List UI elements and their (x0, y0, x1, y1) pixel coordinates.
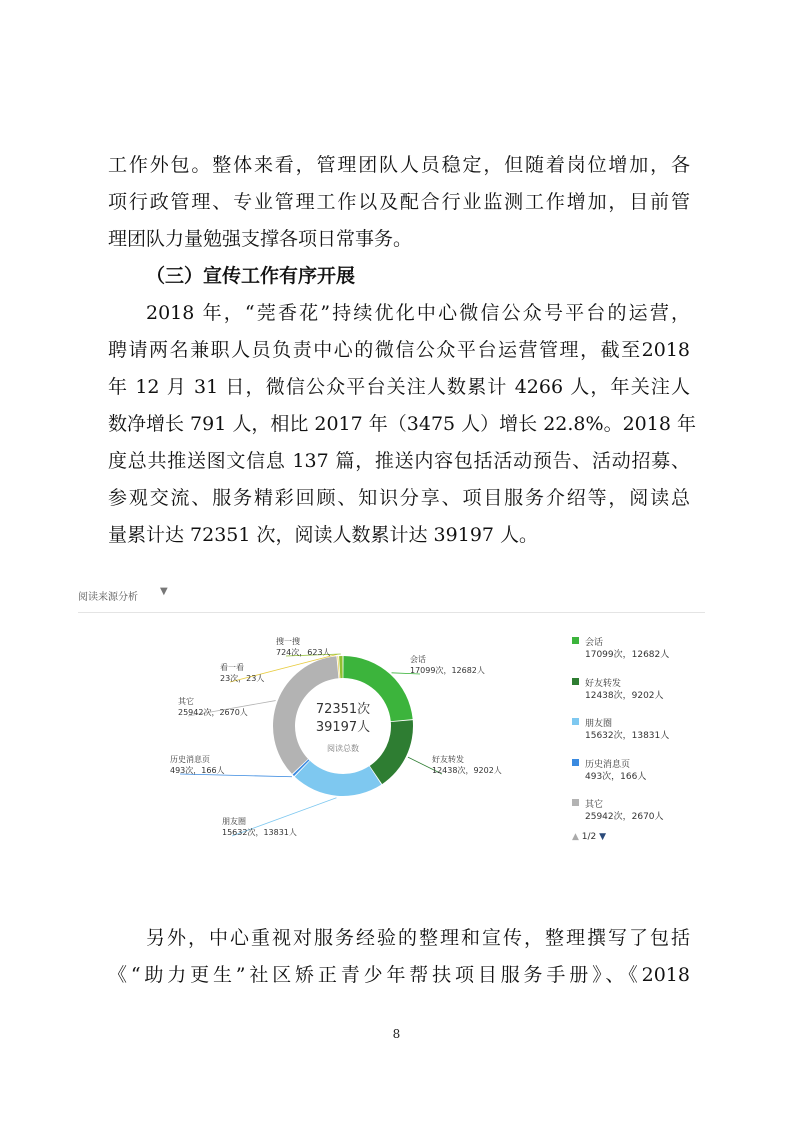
slice-label-name: 好友转发 (432, 755, 464, 764)
text-line: 数净增长 791 人，相比 2017 年（3475 人）增长 22.8%。2018 年 (108, 413, 696, 435)
text-line: 《“助力更生”社区矫正青少年帮扶项目服务手册》、《2018 (108, 964, 690, 986)
section-heading: （三）宣传工作有序开展 (146, 265, 356, 287)
chart-header-title: 阅读来源分析 (78, 592, 138, 603)
donut-slice[interactable] (295, 761, 382, 796)
slice-label-value: 17099次，12682人 (410, 666, 485, 675)
legend-name: 历史消息页 (585, 759, 631, 770)
donut-slice[interactable] (339, 656, 343, 678)
slice-label-name: 历史消息页 (170, 755, 210, 764)
text-line: 2018 年，“莞香花”持续优化中心微信公众号平台的运营， (146, 302, 690, 324)
read-source-donut-chart (110, 630, 570, 840)
legend-item[interactable] (572, 757, 712, 798)
legend-value: 17099次，12682人 (585, 650, 670, 660)
text-line: 另外，中心重视对服务经验的整理和宣传，整理撰写了包括 (146, 927, 690, 949)
legend-swatch (572, 678, 579, 685)
legend-name: 好友转发 (585, 678, 622, 689)
legend-value: 15632次，13831人 (585, 731, 670, 741)
slice-label-value: 23次，23人 (220, 674, 265, 683)
text-line: 工作外包。整体来看，管理团队人员稳定，但随着岗位增加，各 (108, 154, 690, 176)
text-line: 年 12 月 31 日，微信公众平台关注人数累计 4266 人，年关注人 (108, 376, 690, 398)
legend-name: 会话 (585, 638, 604, 648)
legend-swatch (572, 718, 579, 725)
legend-name: 其它 (585, 800, 604, 810)
legend-swatch (572, 759, 579, 766)
legend-pager (572, 832, 606, 842)
text-line: 量累计达 72351 次，阅读人数累计达 39197 人。 (108, 524, 539, 546)
legend-value: 25942次，2670人 (585, 812, 664, 822)
slice-label-value: 15632次，13831人 (222, 828, 297, 837)
paragraph-experience (108, 920, 690, 994)
donut-slice[interactable] (370, 720, 413, 784)
slice-label-name: 其它 (178, 697, 194, 706)
legend-name: 朋友圈 (585, 719, 613, 729)
page-number: 8 (392, 1027, 401, 1041)
paragraph-management (108, 147, 690, 258)
slice-label-name: 会话 (410, 655, 426, 664)
legend-swatch (572, 637, 579, 644)
center-total-reads: 72351次 (315, 702, 371, 717)
legend-page-indicator: 1/2 (581, 832, 597, 842)
slice-label-value: 25942次，2670人 (178, 708, 248, 717)
legend-item[interactable] (572, 676, 712, 717)
text-line: 项行政管理、专业管理工作以及配合行业监测工作增加，目前管 (108, 191, 690, 213)
text-line: 参观交流、服务精彩回顾、知识分享、项目服务介绍等，阅读总 (108, 487, 690, 509)
legend-swatch (572, 799, 579, 806)
triangle-down-icon[interactable]: ▼ (599, 832, 607, 842)
slice-label-name: 朋友圈 (222, 817, 246, 826)
slice-label-value: 493次，166人 (170, 766, 225, 775)
chart-header (78, 586, 705, 613)
text-line: 理团队力量勉强支撑各项日常事务。 (108, 228, 413, 250)
text-line: 度总共推送图文信息 137 篇，推送内容包括活动预告、活动招募、 (108, 450, 690, 472)
triangle-down-icon[interactable]: ▼ (160, 586, 168, 597)
center-label: 阅读总数 (327, 744, 359, 753)
chart-legend (572, 635, 712, 838)
legend-item[interactable] (572, 716, 712, 757)
slice-label-name: 搜一搜 (276, 637, 300, 646)
slice-label-name: 看一看 (220, 663, 244, 672)
legend-item[interactable] (572, 635, 712, 676)
legend-value: 493次，166人 (585, 771, 647, 782)
legend-value: 12438次，9202人 (585, 690, 664, 701)
slice-label-value: 724次，623人 (276, 648, 331, 657)
paragraph-publicity (108, 295, 696, 554)
triangle-up-icon[interactable]: ▲ (572, 832, 579, 842)
text-line: 聘请两名兼职人员负责中心的微信公众平台运营管理，截至2018 (108, 339, 690, 361)
center-total-readers: 39197人 (315, 720, 371, 735)
slice-label-value: 12438次，9202人 (432, 766, 502, 775)
